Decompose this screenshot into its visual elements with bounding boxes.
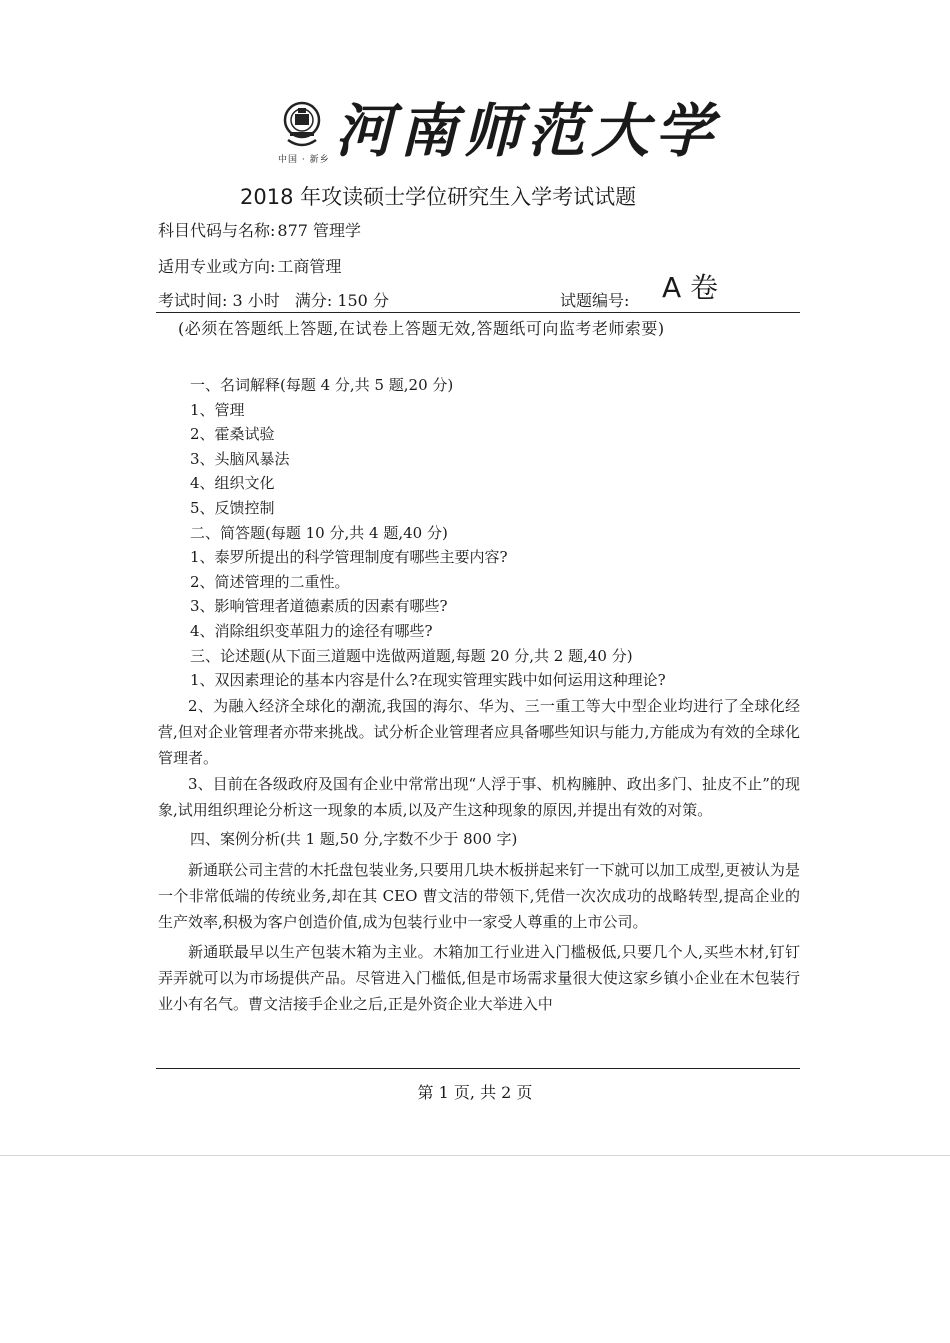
section1-item: 5、反馈控制 [190, 498, 275, 517]
section3-title: 三、论述题(从下面三道题中选做两道题,每题 20 分,共 2 题,40 分) [190, 646, 633, 665]
section2-item: 2、简述管理的二重性。 [190, 572, 350, 591]
subject-label: 科目代码与名称: [158, 221, 276, 240]
paper-code-label: 试题编号: [560, 291, 630, 310]
section3-question-2: 2、为融入经济全球化的潮流,我国的海尔、华为、三一重工等大中型企业均进行了全球化经营,但对企业管理者亦带来挑战。试分析企业管理者应具备哪些知识与能力,方能成为有效的全球化管理者。 [158, 696, 800, 767]
full-score: 满分: 150 分 [294, 291, 389, 310]
section1-item: 3、头脑风暴法 [190, 449, 290, 468]
exam-time: 考试时间: 3 小时 [158, 291, 280, 310]
case-paragraph-1: 新通联公司主营的木托盘包装业务,只要用几块木板拼起来钉一下就可以加工成型,更被认为是一个非常低端的传统业务,却在其 CEO 曹文洁的带领下,凭借一次次成功的战略转型,提高企业的生产效率,积极为客户创造价值,成为包装行业中一家受人尊重的上市公司。 [158, 861, 800, 932]
subject-value: 877 管理学 [277, 221, 362, 240]
exam-content [158, 373, 800, 1017]
emblem-caption: 中国 · 新乡 [278, 155, 330, 165]
section1-item: 1、管理 [190, 400, 245, 419]
section3-question-3: 3、目前在各级政府及国有企业中常常出现“人浮于事、机构臃肿、政出多门、扯皮不止”的现象,试用组织理论分析这一现象的本质,以及产生这种现象的原因,并提出有效的对策。 [158, 774, 800, 819]
section1-item: 4、组织文化 [190, 474, 275, 493]
major-row [158, 254, 341, 277]
university-name: 河南师范大学 [335, 97, 720, 165]
university-emblem-icon [282, 100, 322, 152]
section4-title: 四、案例分析(共 1 题,50 分,字数不少于 800 字) [190, 829, 518, 848]
footer-divider [156, 1068, 800, 1069]
section2-item: 4、消除组织变革阻力的途径有哪些? [190, 621, 433, 640]
section1-item: 2、霍桑试验 [190, 425, 275, 444]
section2-title: 二、简答题(每题 10 分,共 4 题,40 分) [190, 523, 448, 542]
section2-item: 3、影响管理者道德素质的因素有哪些? [190, 597, 448, 616]
section2-item: 1、泰罗所提出的科学管理制度有哪些主要内容? [190, 548, 508, 567]
section1-title: 一、名词解释(每题 4 分,共 5 题,20 分) [190, 376, 454, 394]
paper-code: A 卷 [662, 271, 719, 304]
university-logo [150, 92, 800, 172]
scan-edge-line [0, 1155, 950, 1156]
section3-question-1: 1、双因素理论的基本内容是什么?在现实管理实践中如何运用这种理论? [190, 671, 666, 690]
subject-row [158, 218, 361, 241]
page-number: 第 1 页, 共 2 页 [417, 1083, 533, 1102]
exam-title: 2018 年攻读硕士学位研究生入学考试试题 [240, 185, 637, 209]
case-paragraph-2: 新通联最早以生产包装木箱为主业。木箱加工行业进入门槛极低,只要几个人,买些木材,钉钉弄弄就可以为市场提供产品。尽管进入门槛低,但是市场需求量很大使这家乡镇小企业在木包装行业小有名气。曹文洁接手企业之后,正是外资企业大举进入中 [158, 943, 800, 1014]
major-value: 工商管理 [277, 257, 342, 276]
major-label: 适用专业或方向: [158, 257, 276, 276]
answer-notice: (必须在答题纸上答题,在试卷上答题无效,答题纸可向监考老师索要) [178, 319, 665, 338]
page-header [150, 92, 800, 172]
header-divider [156, 312, 800, 313]
time-row [158, 288, 399, 311]
